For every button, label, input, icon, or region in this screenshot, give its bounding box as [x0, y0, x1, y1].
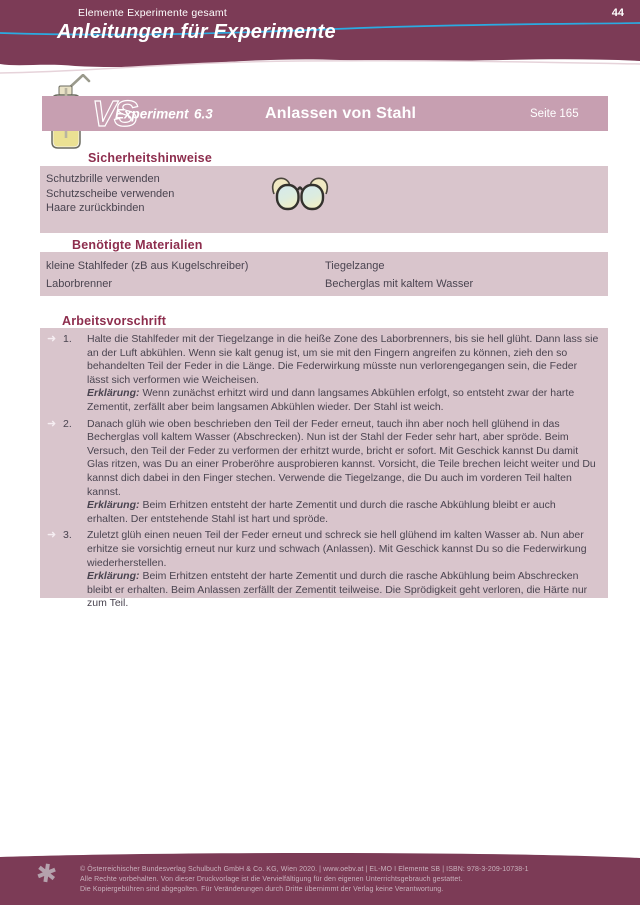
explanation-label: Erklärung:: [87, 499, 140, 512]
step-number: 1.: [63, 333, 72, 345]
material-item: Becherglas mit kaltem Wasser: [325, 278, 474, 290]
materials-heading: Benötigte Materialien: [72, 238, 203, 252]
safety-item: Haare zurückbinden: [46, 202, 145, 214]
material-item: Laborbrenner: [46, 278, 113, 290]
step-text: Halte die Stahlfeder mit der Tiegelzange in die heiße Zone des Laborbrenners, bis sie hell glüht. Dann lass sie an der Luft abkühlen. Wenn sie kalt genug ist, um sie mit den Fingern angreifen zu können, zieh den so behandelten Teil der Feder in die Länge. Die Federwirkung müsste nun verlorengegangen sein, die Feder lässt sich verformen wie Weicheisen.: [87, 333, 599, 386]
safety-heading: Sicherheitshinweise: [88, 151, 212, 165]
footer-line: Die Kopiergebühren sind abgegolten. Für Veränderungen durch Dritte übernimmt der Verlag keine Verantwortung.: [80, 885, 444, 893]
publisher-logo-icon: ✱: [34, 858, 59, 890]
step-number: 2.: [63, 417, 72, 430]
material-item: kleine Stahlfeder (zB aus Kugelschreiber): [46, 260, 249, 272]
step-number: 3.: [63, 529, 72, 542]
procedure-heading: Arbeitsvorschrift: [62, 314, 167, 328]
procedure-box: [40, 328, 608, 610]
footer-line: Alle Rechte vorbehalten. Von dieser Druckvorlage ist die Vervielfältigung für den eigenen Unterrichtsgebrauch gestattet.: [80, 875, 463, 883]
experiment-number: 6.3: [194, 106, 213, 121]
safety-item: Schutzscheibe verwenden: [46, 187, 175, 200]
explanation-label: Erklärung:: [87, 570, 140, 583]
experiment-label: Experiment: [115, 106, 189, 121]
safety-glasses-icon: [262, 171, 338, 221]
arrow-bullet-icon: ➜: [47, 529, 57, 542]
vs-logo-icon: [91, 93, 145, 135]
experiment-page-ref: Seite 165: [530, 107, 579, 120]
arrow-bullet-icon: ➜: [47, 333, 57, 345]
materials-box: [40, 252, 608, 296]
safety-item: Schutzbrille verwenden: [46, 173, 160, 185]
step-explanation: Beim Erhitzen entsteht der harte Zementit und durch die rasche Abkühlung beim Abschrecken bleibt er erhalten. Beim Anlassen zerfällt der Zementit teilweise. Die Sprödigkeit geht verloren, die Härte nur zum Teil.: [87, 570, 588, 610]
step-explanation: Wenn zunächst erhitzt wird und dann langsames Abkühlen erfolgt, so entsteht zwar der harte Zementit, zerfällt aber beim langsamen Abkühlen wieder. Der Stahl ist weich.: [87, 387, 575, 413]
step-explanation: Beim Erhitzen entsteht der harte Zementit und durch die rasche Abkühlung bleibt er auch erhalten. Der entstehende Stahl ist hart und spröde.: [87, 499, 556, 525]
experiment-title: Anlassen von Stahl: [265, 104, 417, 122]
procedure-step: [40, 418, 608, 527]
step-text: Zuletzt glüh einen neuen Teil der Feder erneut und schreck sie hell glühend im kalten Wasser ab. Nun aber erhitze sie vorsichtig erneut nur kurz und schwach (Anlassen). Mit Geschick kannst Du so die Federwirkung wiederherstellen.: [87, 529, 587, 569]
procedure-step: [40, 333, 608, 415]
explanation-label: Erklärung:: [87, 387, 140, 400]
svg-text:VS: VS: [92, 93, 137, 134]
material-item: Tiegelzange: [325, 260, 385, 272]
arrow-bullet-icon: ➜: [47, 417, 57, 430]
page-footer: [0, 850, 640, 905]
safety-box: [40, 166, 608, 233]
collection-title: Elemente Experimente gesamt: [78, 7, 227, 19]
procedure-step: [40, 529, 608, 611]
page-title: Anleitungen für Experimente: [57, 21, 336, 43]
step-text: Danach glüh wie oben beschrieben den Teil der Feder erneut, tauch ihn aber noch hell glühend in das Becherglas voll kaltem Wasser (Abschrecken). Nun ist der Stahl der Feder sehr hart, aber spröde. Beim Versuch, den Teil der Feder zu verformen der erhitzt wurde, bricht er sofort. Mit Geschick kannst Du damit Glas ritzen, was Du an einer Proberöhre ausprobieren kannst. Vorsicht, die Teile brechen leicht weiter und Du kannst dich dabei in den Finger stechen. Verwende die Tiegelzange, die Du auch im vorderen Teil halten kannst.: [87, 417, 596, 498]
page-number: 44: [611, 7, 624, 19]
footer-line: © Österreichischer Bundesverlag Schulbuch GmbH & Co. KG, Wien 2020. | www.oebv.at | EL-MO I Elemente SB | ISBN: 978-3-209-10738-1: [80, 866, 529, 873]
